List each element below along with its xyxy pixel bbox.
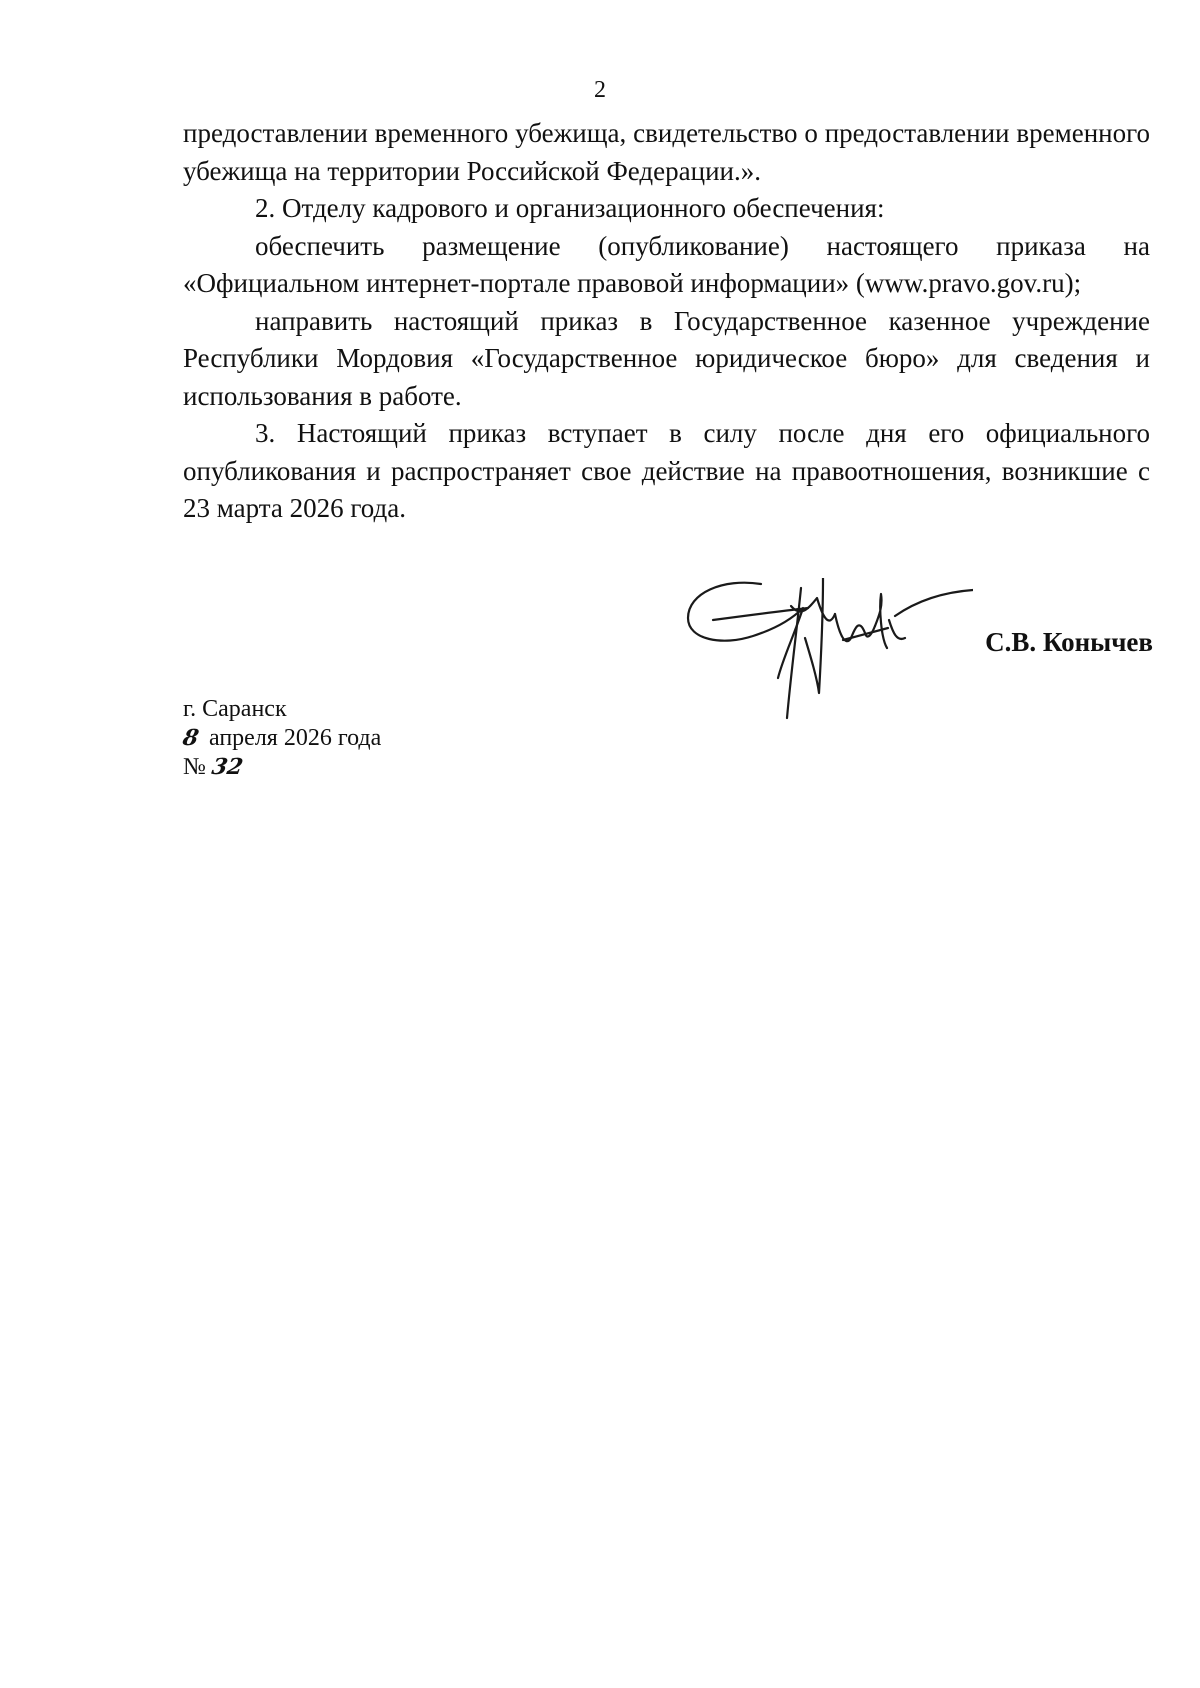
place-date-block (180, 695, 382, 782)
paragraph-item-2: 2. Отделу кадрового и организационного обеспечения: (255, 193, 885, 223)
page-number: 2 (594, 77, 606, 103)
date-month-year: апреля 2026 года (209, 725, 382, 751)
paragraph-item-3: 3. Настоящий приказ вступает в силу после дня его официального опубликования и распространяет свое действие на правоотношения, возникшие с 23 марта 2026 года. (183, 418, 1150, 523)
number-line (183, 753, 381, 782)
number-prefix: № (183, 754, 206, 780)
handwritten-signature (683, 578, 973, 738)
place: г. Саранск (183, 696, 287, 722)
signature-block (683, 578, 1153, 738)
document-body (183, 115, 1150, 528)
date-day-handwritten: 8 (180, 725, 201, 751)
paragraph-publish: обеспечить размещение (опубликование) настоящего приказа на «Официальном интернет-портале правовой информации» (www.pravo.gov.ru); (183, 230, 1150, 298)
paragraph-send: направить настоящий приказ в Государственное казенное учреждение Республики Мордовия «Государственное юридическое бюро» для сведения и использования в работе. (183, 305, 1150, 411)
signer-name: С.В. Конычев (985, 627, 1153, 657)
paragraph-continuation: предоставлении временного убежища, свидетельство о предоставлении временного убежища на территории Российской Федерации.». (183, 118, 1150, 186)
number-handwritten: 32 (209, 754, 245, 780)
date-line (180, 724, 382, 753)
